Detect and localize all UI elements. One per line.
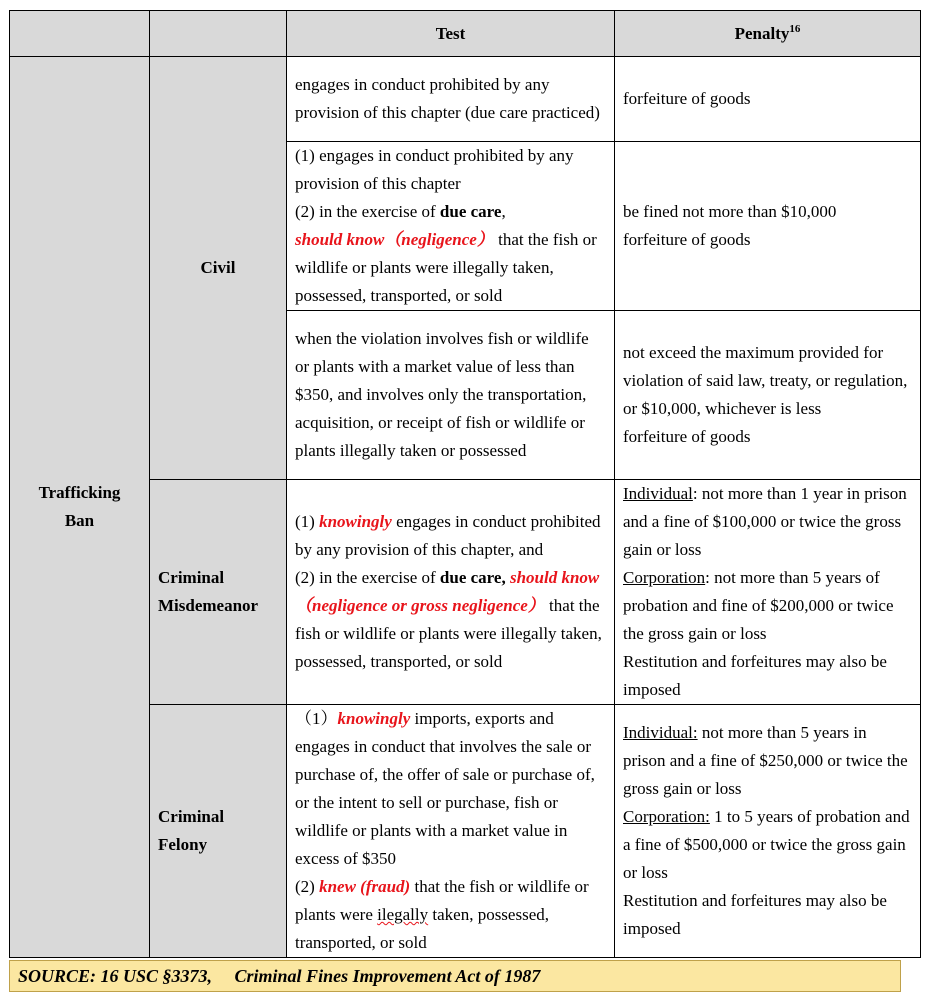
civil-r2-test-2a: (2) in the exercise of <box>295 202 440 221</box>
misd-individual-text: : not more than 1 year in prison and a fine of $100,000 or twice the gross gain or loss <box>623 484 907 559</box>
misd-test-1c: engages in conduct prohibited by any provision of this chapter, and <box>295 512 601 559</box>
misdemeanor-test <box>287 480 615 705</box>
civil-r2-penalty <box>615 142 921 311</box>
felony-label-1: Criminal <box>158 807 225 826</box>
felony-knowingly: knowingly <box>337 709 411 728</box>
header-row <box>10 11 921 57</box>
civil-r3-penalty <box>615 311 921 480</box>
trafficking-label-line-2: Ban <box>64 511 95 530</box>
civil-r1-test-text: engages in conduct prohibited by any provision of this chapter (due care practiced) <box>295 75 600 122</box>
misd-test-1a: (1) <box>295 512 320 531</box>
penalty-table <box>9 10 921 958</box>
misd-corporation-text: : not more than 5 years of probation and fine of $200,000 or twice the gross gain or loss <box>623 568 894 643</box>
misd-restitution: Restitution and forfeitures may also be imposed <box>623 652 887 699</box>
civil-r1-penalty-text: forfeiture of goods <box>623 89 751 108</box>
misdemeanor-label-1: Criminal <box>158 568 225 587</box>
civil-label-text: Civil <box>200 258 236 277</box>
civil-r1-penalty <box>615 57 921 142</box>
civil-r2-test-2e: that the fish or wildlife or plants were illegally taken, possessed, transported, or sold <box>295 230 597 305</box>
felony-test-2a: (2) <box>295 877 320 896</box>
trafficking-ban-label <box>10 57 150 958</box>
misd-should-know: should know（negligence or gross negligence） <box>295 568 600 615</box>
penalty-footnote-marker: 16 <box>789 22 801 35</box>
felony-label <box>150 705 287 958</box>
civil-r3-test <box>287 311 615 480</box>
felony-individual-text: not more than 5 years in prison and a fine of $250,000 or twice the gross gain or loss <box>623 723 908 798</box>
felony-test <box>287 705 615 958</box>
felony-label-2: Felony <box>158 835 208 854</box>
misd-knowingly: knowingly <box>319 512 392 531</box>
misdemeanor-label <box>150 480 287 705</box>
civil-r2-test <box>287 142 615 311</box>
felony-ilegally: ilegally <box>377 905 429 924</box>
misd-due-care: due care, <box>439 568 506 587</box>
civil-r2-should-know: should know（negligence） <box>295 230 494 249</box>
felony-test-2c: that the fish or wildlife or plants were <box>295 877 589 924</box>
felony-test-1c: imports, exports and engages in conduct that involves the sale or purchase of, the offer of sale or purchase of, or the intent to sell or purchase, fish or wildlife or plants with a market value in excess of $350 <box>295 709 595 868</box>
misd-corporation-label: Corporation <box>623 568 706 587</box>
felony-knew-fraud: knew (fraud) <box>319 877 411 896</box>
civil-row-1 <box>10 57 921 142</box>
felony-restitution: Restitution and forfeitures may also be imposed <box>623 891 887 938</box>
header-test <box>287 11 615 57</box>
civil-r1-test <box>287 57 615 142</box>
felony-individual-label: Individual: <box>623 723 698 742</box>
header-blank-cell-1 <box>10 11 150 57</box>
trafficking-label-line-1: Trafficking <box>38 483 121 502</box>
civil-r3-test-text: when the violation involves fish or wildlife or plants with a market value of less than $350, and involves only the transportation, acquisition, or receipt of fish or wildlife or plants illegally taken or possessed <box>295 329 589 460</box>
misdemeanor-penalty <box>615 480 921 705</box>
header-test-label: Test <box>435 23 466 43</box>
felony-test-2e: taken, possessed, transported, or sold <box>295 905 549 952</box>
felony-test-1a: （1） <box>295 709 338 728</box>
misdemeanor-label-2: Misdemeanor <box>158 596 259 615</box>
misd-individual-label: Individual <box>623 484 693 503</box>
civil-r2-penalty-2: forfeiture of goods <box>623 230 751 249</box>
header-penalty-label: Penalty <box>734 23 790 43</box>
felony-penalty <box>615 705 921 958</box>
civil-label <box>150 57 287 480</box>
civil-r2-penalty-1: be fined not more than $10,000 <box>623 202 837 221</box>
header-penalty <box>615 11 921 57</box>
header-blank-cell-2 <box>150 11 287 57</box>
source-citation: SOURCE: 16 USC §3373, Criminal Fines Improvement Act of 1987 <box>9 960 901 992</box>
civil-r2-comma: , <box>501 202 506 221</box>
felony-corporation-text: 1 to 5 years of probation and a fine of $500,000 or twice the gross gain or loss <box>623 807 910 882</box>
civil-r2-due-care: due care <box>439 202 502 221</box>
misd-test-2d: that the fish or wildlife or plants were illegally taken, possessed, transported, or sold <box>295 596 602 671</box>
misd-test-2a: (2) in the exercise of <box>295 568 440 587</box>
civil-r3-penalty-1: not exceed the maximum provided for violation of said law, treaty, or regulation, or $10,000, whichever is less <box>623 343 908 418</box>
felony-corporation-label: Corporation: <box>623 807 710 826</box>
civil-r3-penalty-2: forfeiture of goods <box>623 427 751 446</box>
civil-r2-test-1: (1) engages in conduct prohibited by any provision of this chapter <box>295 146 574 193</box>
